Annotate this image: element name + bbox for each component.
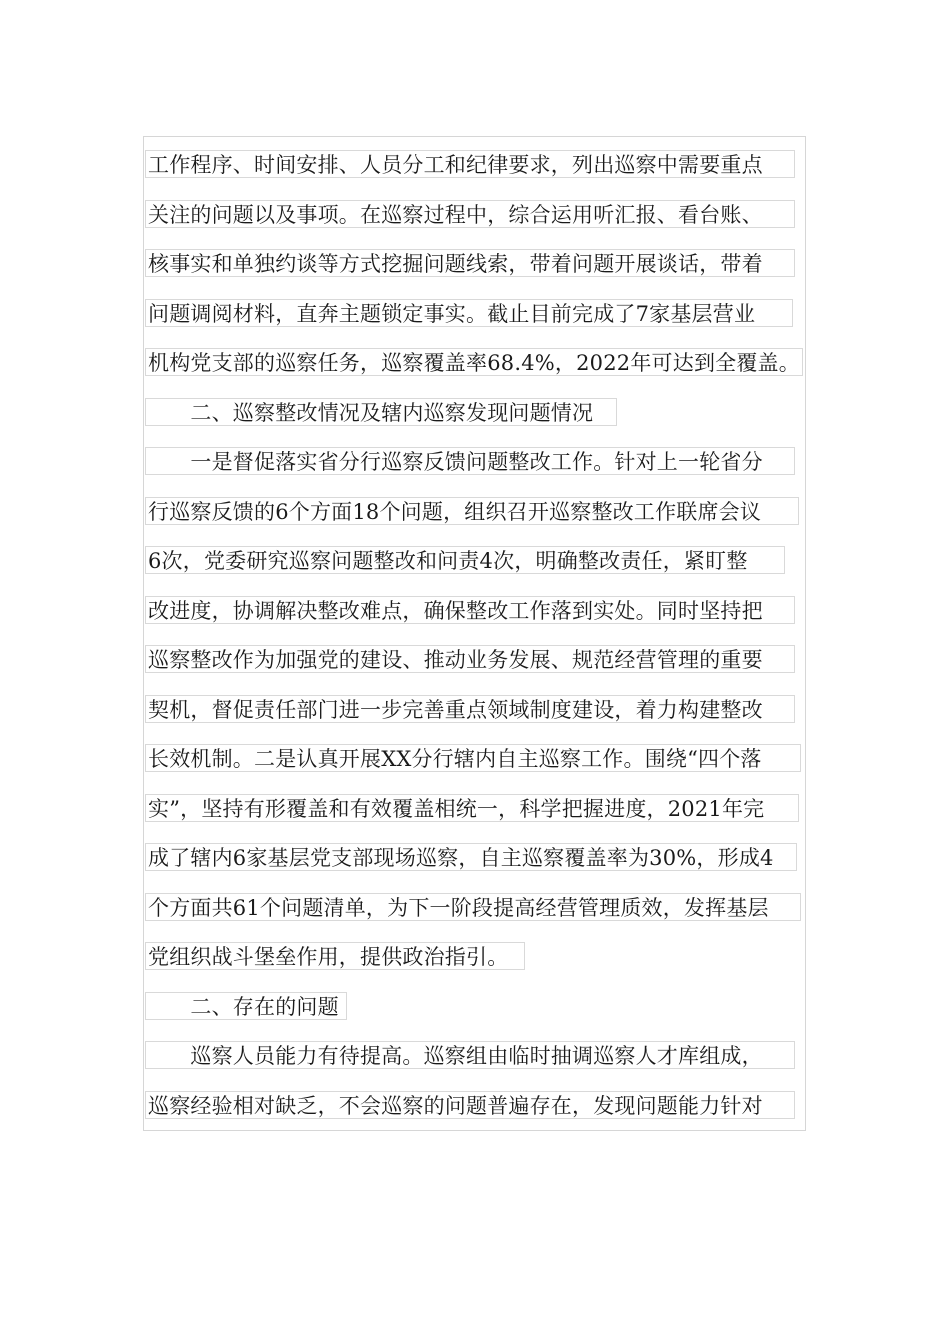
text-line-13: 长效机制。二是认真开展XX分行辖内自主巡察工作。围绕“四个落: [145, 744, 801, 772]
text-line-20: 巡察经验相对缺乏，不会巡察的问题普遍存在，发现问题能力针对: [145, 1091, 795, 1119]
text-line-8: 行巡察反馈的6个方面18个问题，组织召开巡察整改工作联席会议: [145, 497, 799, 525]
text-line-11: 巡察整改作为加强党的建设、推动业务发展、规范经营管理的重要: [145, 645, 795, 673]
section-heading-inspection-rectification: 二、巡察整改情况及辖内巡察发现问题情况: [145, 398, 617, 426]
page-frame: [143, 136, 806, 1131]
text-line-4: 问题调阅材料，直奔主题锁定事实。截止目前完成了7家基层营业: [145, 299, 793, 327]
section-heading-existing-problems: 二、存在的问题: [145, 992, 347, 1020]
text-line-19: 巡察人员能力有待提高。巡察组由临时抽调巡察人才库组成，: [145, 1041, 795, 1069]
text-line-2: 关注的问题以及事项。在巡察过程中，综合运用听汇报、看台账、: [145, 200, 795, 228]
text-line-1: 工作程序、时间安排、人员分工和纪律要求，列出巡察中需要重点: [145, 150, 795, 178]
text-line-10: 改进度，协调解决整改难点，确保整改工作落到实处。同时坚持把: [145, 596, 795, 624]
text-line-16: 个方面共61个问题清单，为下一阶段提高经营管理质效，发挥基层: [145, 893, 801, 921]
text-line-5: 机构党支部的巡察任务，巡察覆盖率68.4%，2022年可达到全覆盖。: [145, 348, 803, 376]
text-line-12: 契机，督促责任部门进一步完善重点领域制度建设，着力构建整改: [145, 695, 795, 723]
text-line-9: 6次，党委研究巡察问题整改和问责4次，明确整改责任，紧盯整: [145, 546, 785, 574]
text-line-3: 核事实和单独约谈等方式挖掘问题线索，带着问题开展谈话，带着: [145, 249, 795, 277]
text-line-14: 实”，坚持有形覆盖和有效覆盖相统一，科学把握进度，2021年完: [145, 794, 799, 822]
text-line-7: 一是督促落实省分行巡察反馈问题整改工作。针对上一轮省分: [145, 447, 795, 475]
text-line-15: 成了辖内6家基层党支部现场巡察，自主巡察覆盖率为30%，形成4: [145, 843, 797, 871]
text-line-17: 党组织战斗堡垒作用，提供政治指引。: [145, 942, 525, 970]
